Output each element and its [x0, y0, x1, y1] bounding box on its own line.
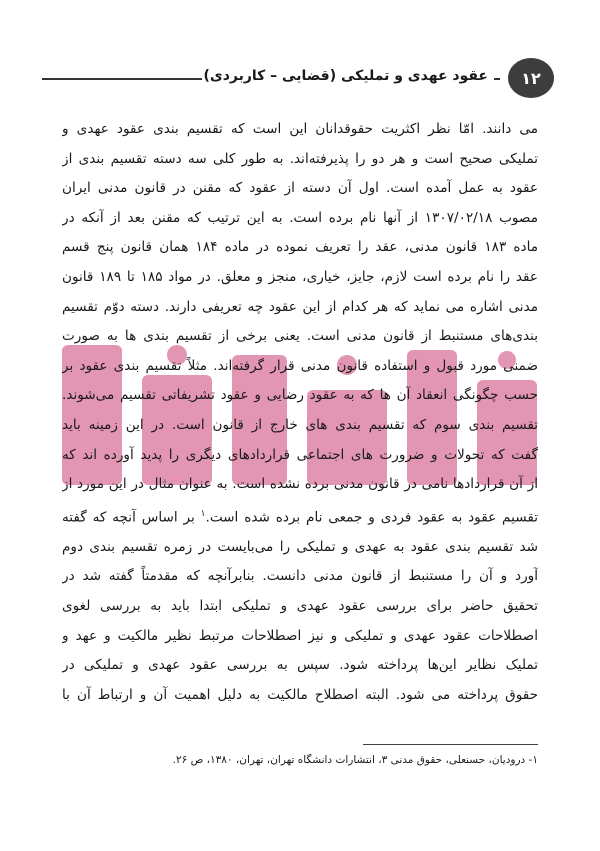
body-line: مدنی اشاره می نماید که هر کدام از این عقود چه تعریفی دارند. دسته دوّم تقسیم — [62, 298, 538, 315]
body-line: ماده ۱۸۳ قانون مدنی، عقد را تعریف نموده در ماده ۱۸۴ همان قانون پنج قسم — [62, 239, 538, 256]
body-line: گفت که تحولات و ضرورت های اجتماعی قراردادهای دیگری را پدید آورده اند که — [62, 446, 538, 463]
body-line-text: تقسیم عقود به عقود فردی و جمعی نام برده شده است. — [205, 509, 538, 526]
body-line: ضمنی مورد قبول و استفاده قانون مدنی قرار گرفته‌اند. مثلاً تقسیم بندی عقود بر — [62, 357, 538, 374]
body-line: تقسیم بندی سوم که تقسیم بندی های خارج از قانون است. در این زمینه باید — [62, 416, 538, 433]
footnote-divider — [363, 744, 538, 745]
body-line: تملیکی صحیح است و هر دو را پذیرفته‌اند. به طور کلی سه دسته تقسیم بندی از — [62, 150, 538, 167]
body-line: تملیک نظایر این‌ها پرداخته شود. سپس به بررسی عقود عهدی و تملیکی در — [62, 657, 538, 674]
header-rule-left — [42, 78, 202, 80]
body-line: آورد و آن را مستنبط از قانون مدنی دانست. بنابرآنچه که مقدمتاً گفته شد در — [62, 568, 538, 585]
body-text — [62, 115, 538, 710]
body-line: حسب چگونگی انعقاد آن ها که به عقود رضایی و عقود تشریفاتی تقسیم می‌شوند. — [62, 387, 538, 404]
body-line: از آن قراردادها نامی در قانون مدنی برده نشده است. به عنوان مثال در این مورد از — [62, 476, 538, 493]
body-line: مصوب ۱۳۰۷/۰۲/۱۸ از آنها نام برده است. به این ترتیب که مقنن بعد از آنکه در — [62, 209, 538, 226]
body-line: شد تقسیم بندی عقود به عهدی و تملیکی را می‌بایست در زمره تقسیم بندی دوم — [62, 538, 538, 555]
body-line: تحقیق حاضر برای بررسی عقود عهدی و تملیکی ابتدا باید به بررسی لغوی — [62, 598, 538, 615]
header-rule-right — [494, 78, 500, 80]
body-line-tail: بر اساس آنچه که گفته — [62, 509, 201, 526]
body-line: بندی‌های مستنبط از قانون مدنی است. یعنی برخی از تقسیم بندی ها به صورت — [62, 328, 538, 345]
footnote: ۱- درودیان، حسنعلی، حقوق مدنی ۳، انتشارات دانشگاه تهران، تهران، ۱۳۸۰، ص ۲۶. — [172, 754, 538, 766]
running-title: عقود عهدی و تملیکی (قضایی – کاربردی) — [203, 68, 488, 84]
body-line: حقوق پرداخته می شود. البته اصطلاح مالکیت به دلیل اهمیت آن و ارتباط آن با — [62, 686, 538, 703]
body-line: عقود به عمل آمده است. اول آن دسته از عقود که مقنن در قانون مدنی ایران — [62, 180, 538, 197]
footnote-reference: ۱ — [200, 508, 206, 519]
body-line-with-footnote — [62, 500, 538, 533]
page-number-badge: ۱۲ — [508, 58, 554, 98]
body-line: عقد را نام برده است لازم، جایز، خیاری، منجز و معلق. در مواد ۱۸۵ تا ۱۸۹ قانون — [62, 268, 538, 285]
body-line: اصطلاحات عقود عهدی و تملیکی و نیز اصطلاحات مرتبط نظیر مالکیت و عهد و — [62, 627, 538, 644]
body-line: می دانند. امّا نظر اکثریت حقوقدانان این است که تقسیم بندی عقود عهدی و — [62, 121, 538, 137]
running-header — [42, 58, 558, 98]
